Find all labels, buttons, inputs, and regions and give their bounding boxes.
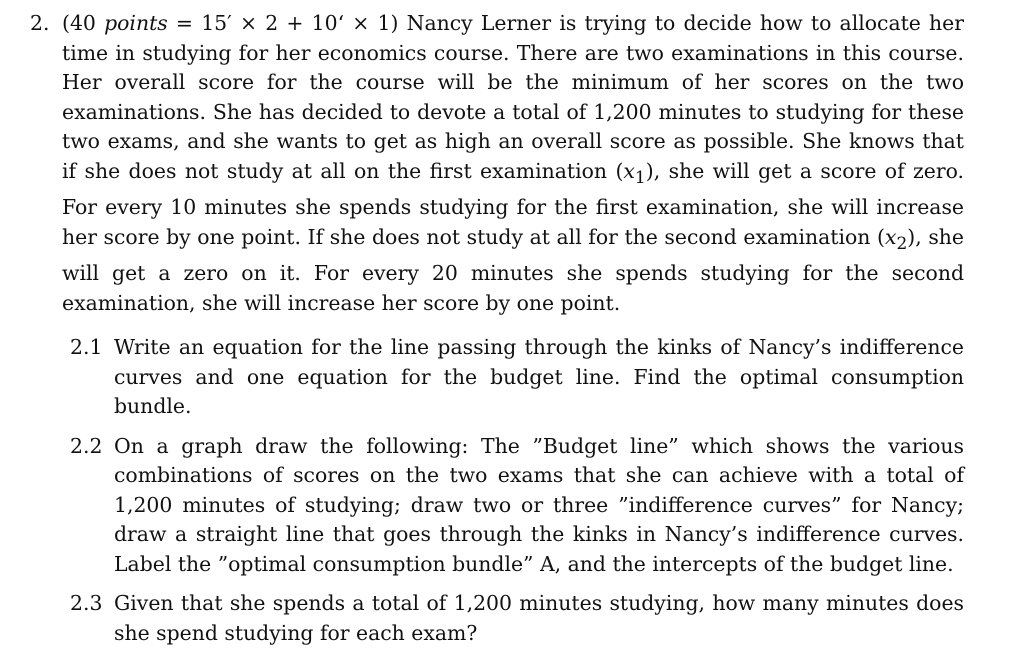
problem-2 — [30, 9, 964, 318]
variable-x1-subscript: 1 — [634, 167, 646, 188]
subparts-list — [70, 333, 964, 658]
problem-statement — [62, 9, 964, 318]
subpart-number: 2.2 — [70, 433, 103, 458]
subpart-text: On a graph draw the following: The ”Budget line” which shows the various combinations of scores on the two exams that she can achieve with a total of 1,200 minutes of studying; draw two or three ”indifference curves” for Nancy; draw a straight line that goes through the kinks in Nancy’s indifference curves. Label the ”optimal consumption bundle” A, and the intercepts of the budget line. — [114, 433, 964, 576]
subpart-text: Write an equation for the line passing through the kinks of Nancy’s indifference curves and one equation for the budget line. Find the optimal consumption bundle. — [114, 335, 964, 418]
subpart-number: 2.1 — [70, 335, 103, 359]
problem-end: ), she will get a zero on it. For every 20 minutes she spends studying for the second examination, she will increase her score by one point. — [62, 224, 964, 315]
points-formula: = 15′ × 2 + 10‘ × 1) — [167, 11, 399, 35]
subpart-2-3 — [70, 589, 964, 648]
variable-x2: x — [884, 224, 897, 249]
problem-intro: Nancy Lerner is trying to decide how to allocate her time in studying for her economics course. There are two examinations in this course. Her overall score for the course will be the minimum of her scores on the two examinations. She has decided to devote a total of 1,200 minutes to studying for these two exams, and she wants to get as high an overall score as possible. She knows that if she does not study at all on the first examination ( — [62, 11, 964, 183]
points-label: (40 — [62, 11, 105, 35]
subpart-2-2 — [70, 432, 964, 580]
subpart-2-1 — [70, 333, 964, 422]
subpart-number: 2.3 — [70, 591, 103, 615]
points-word: points — [104, 11, 168, 35]
variable-x2-subscript: 2 — [896, 233, 908, 254]
problem-number: 2. — [30, 11, 50, 35]
variable-x1: x — [623, 158, 635, 183]
problem-middle: ), she will get a score of zero. For every 10 minutes she spends studying for the first examination, she will increase her score by one point. If she does not study at all for the second examination ( — [62, 158, 964, 249]
subpart-text: Given that she spends a total of 1,200 minutes studying, how many minutes does she spend studying for each exam? — [114, 591, 964, 645]
